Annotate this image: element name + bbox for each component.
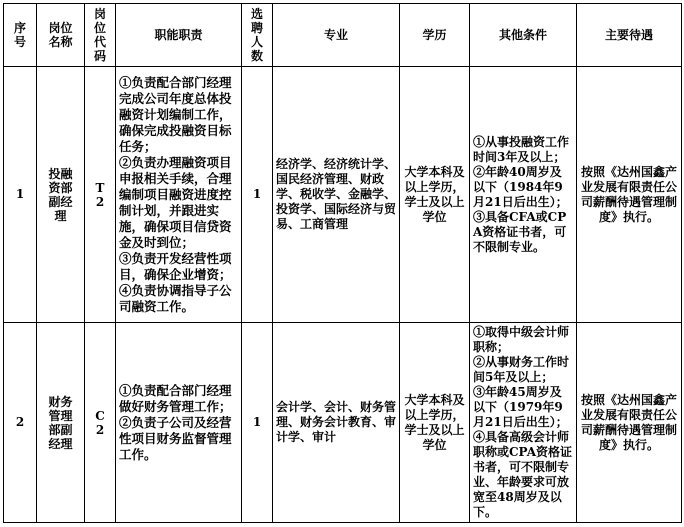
row-conditions bbox=[470, 67, 577, 323]
condition-item: ①从事投融资工作时间3年及以上； bbox=[473, 134, 570, 164]
header-benefits: 主要待遇 bbox=[577, 4, 682, 67]
row-count: 1 bbox=[242, 67, 273, 323]
duty-item: ②负责办理融资项目申报相关手续，合理编制项目融资进度控制计划，并跟进实施，确保项目信贷资金及时到位； bbox=[119, 154, 232, 250]
header-code: 岗位代码 bbox=[85, 4, 116, 67]
duty-item: ②负责子公司及经营性项目财务监督管理工作。 bbox=[119, 414, 232, 462]
header-no: 序号 bbox=[4, 4, 37, 67]
duty-item: ④负责协调指导子公司融资工作。 bbox=[119, 282, 232, 314]
condition-item: ①取得中级会计师职称； bbox=[473, 325, 570, 354]
row-no: 1 bbox=[4, 67, 37, 323]
header-position: 岗位名称 bbox=[37, 4, 85, 67]
table-row bbox=[4, 323, 682, 523]
condition-item: ④具备高级会计师职称或CPA资格证书者，可不限制专业、年龄要求可放宽至48周岁及以下。 bbox=[473, 430, 573, 519]
row-duties bbox=[116, 67, 242, 323]
header-count: 选聘人数 bbox=[242, 4, 273, 67]
row-major: 会计学、会计、财务管理、财务会计教育、审计学、审计 bbox=[273, 323, 400, 523]
duty-item: ③负责开发经营性项目，确保企业增资； bbox=[119, 250, 232, 282]
row-benefits: 按照《达州国鑫产业发展有限责任公司薪酬待遇管理制度》执行。 bbox=[577, 67, 682, 323]
row-position: 投融资部副经理 bbox=[37, 67, 85, 323]
row-benefits: 按照《达州国鑫产业发展有限责任公司薪酬待遇管理制度》执行。 bbox=[577, 323, 682, 523]
row-code: T2 bbox=[85, 67, 116, 323]
row-education: 大学本科及以上学历，学士及以上学位 bbox=[400, 323, 470, 523]
row-position: 财务管理部副经理 bbox=[37, 323, 85, 523]
row-code: C2 bbox=[85, 323, 116, 523]
header-major: 专业 bbox=[273, 4, 400, 67]
recruitment-table bbox=[3, 3, 682, 523]
row-education: 大学本科及以上学历，学士及以上学位 bbox=[400, 67, 470, 323]
condition-item: ②从事财务工作时间5年及以上； bbox=[473, 355, 570, 384]
condition-item: ③具备CFA或CPA资格证书者，可不限制专业。 bbox=[473, 209, 567, 254]
header-row bbox=[4, 4, 682, 67]
row-duties bbox=[116, 323, 242, 523]
table-row bbox=[4, 67, 682, 323]
condition-item: ③年龄45周岁及以下（1979年9月21日后出生）； bbox=[473, 385, 568, 429]
row-no: 2 bbox=[4, 323, 37, 523]
condition-item: ②年龄40周岁及以下（1984年9月21日后出生）； bbox=[473, 164, 568, 209]
duty-item: ①负责配合部门经理做好财务管理工作； bbox=[119, 382, 232, 414]
header-education: 学历 bbox=[400, 4, 470, 67]
row-major: 经济学、经济统计学、国民经济管理、财政学、税收学、金融学、投资学、国际经济与贸易、工商管理 bbox=[273, 67, 400, 323]
duty-item: ①负责配合部门经理完成公司年度总体投融资计划编制工作，确保完成投融资目标任务； bbox=[119, 74, 232, 154]
row-count: 1 bbox=[242, 323, 273, 523]
header-duties: 职能职责 bbox=[116, 4, 242, 67]
row-conditions bbox=[470, 323, 577, 523]
header-conditions: 其他条件 bbox=[470, 4, 577, 67]
